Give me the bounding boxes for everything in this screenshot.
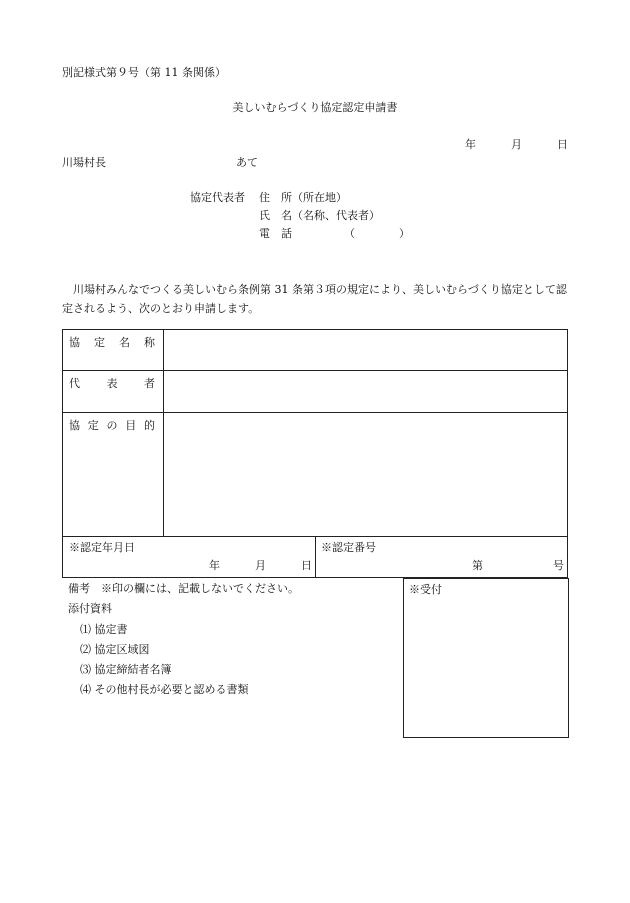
notes-section xyxy=(62,578,567,738)
application-table xyxy=(62,329,568,578)
attachments-title: 添付資料 xyxy=(68,602,112,615)
phone-label: 電 話 xyxy=(259,227,292,240)
attachment-item: ⑴ 協定書 xyxy=(80,623,128,636)
cert-date-month: 月 xyxy=(255,559,266,572)
purpose-label-cell xyxy=(63,413,164,537)
date-year: 年 xyxy=(465,138,476,151)
cert-number-cell xyxy=(316,537,568,578)
form-number: 別記様式第９号（第 11 条関係） xyxy=(62,66,226,79)
attachment-item: ⑷ その他村長が必要と認める書類 xyxy=(80,683,249,696)
attachment-item: ⑶ 協定締結者名簿 xyxy=(80,663,172,676)
addressee-suffix: あて xyxy=(236,156,258,169)
addressee: 川場村長 xyxy=(62,156,106,169)
receipt-box[interactable] xyxy=(403,578,569,738)
cert-date-year: 年 xyxy=(209,559,220,572)
cert-number-suffix: 号 xyxy=(553,559,564,572)
representative-label: 協定代表者 xyxy=(190,191,245,204)
date-day: 日 xyxy=(557,138,568,151)
representative-field[interactable] xyxy=(164,371,568,413)
page-title: 美しいむらづくり協定認定申請書 xyxy=(232,101,398,114)
remark: 備考 ※印の欄には、記載しないでください。 xyxy=(68,582,299,595)
representative-row-label: 代 表 者 xyxy=(69,377,155,390)
agreement-name-label: 協 定 名 称 xyxy=(69,336,155,349)
receipt-label: ※受付 xyxy=(409,583,442,596)
agreement-name-label-cell xyxy=(63,330,164,371)
phone-parens: （ ） xyxy=(344,227,410,240)
representative-label-cell xyxy=(63,371,164,413)
cert-date-cell xyxy=(63,537,316,578)
name-label: 氏 名（名称、代表者） xyxy=(259,209,380,222)
attachment-item: ⑵ 協定区域図 xyxy=(80,643,150,656)
cert-number-label: ※認定番号 xyxy=(321,541,376,554)
cert-date-day: 日 xyxy=(301,559,312,572)
purpose-label: 協 定 の 目 的 xyxy=(69,419,155,432)
address-label: 住 所（所在地） xyxy=(259,191,347,204)
cert-number-prefix: 第 xyxy=(472,559,483,572)
body-text: 川場村みんなでつくる美しいむら条例第 31 条第３項の規定により、美しいむらづくり協定として認定されるよう、次のとおり申請します。 xyxy=(62,283,567,315)
agreement-name-field[interactable] xyxy=(164,330,568,371)
purpose-field[interactable] xyxy=(164,413,568,537)
date-month: 月 xyxy=(511,138,522,151)
cert-date-label: ※認定年月日 xyxy=(69,541,135,554)
